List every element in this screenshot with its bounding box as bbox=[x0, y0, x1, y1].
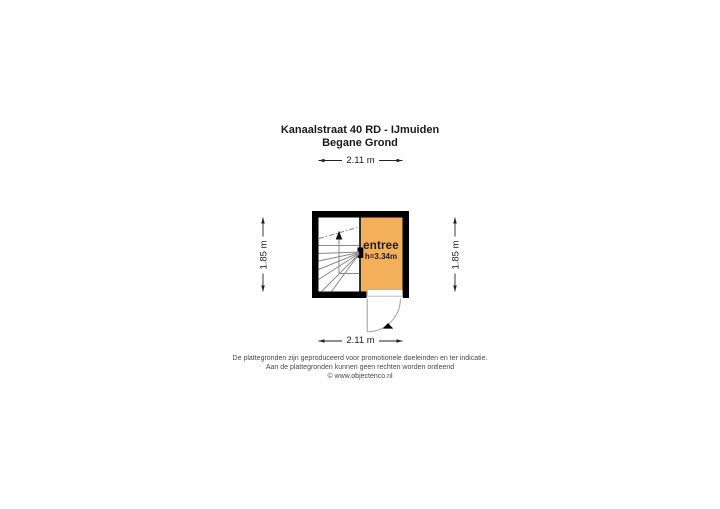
door-threshold bbox=[368, 290, 403, 297]
room-ceiling-height-label: h=3.34m bbox=[364, 251, 398, 261]
copyright-line: © www.objectenco.nl bbox=[327, 373, 393, 381]
dimension-label-width-top bbox=[312, 155, 409, 166]
room-label-entree: entree bbox=[363, 239, 399, 252]
dimension-value: 2.11 m bbox=[342, 335, 378, 346]
dimension-value: 1.85 m bbox=[451, 236, 462, 273]
dimension-value: 1.85 m bbox=[258, 236, 269, 273]
disclaimer-line: Aan de plattegronden kunnen geen rechten worden ontleend bbox=[265, 364, 455, 372]
dimension-label-width-bottom bbox=[312, 335, 409, 346]
entrance-arrow-icon bbox=[383, 323, 393, 329]
disclaimer-footer bbox=[0, 354, 720, 382]
dimension-label-height-right bbox=[451, 236, 462, 273]
door-swing-arc bbox=[367, 299, 400, 332]
disclaimer-line: De plattegronden zijn geproduceerd voor promotionele doeleinden en ter indicatie. bbox=[232, 355, 488, 362]
page-title: Kanaalstraat 40 RD - IJmuiden bbox=[280, 124, 440, 136]
page-subtitle: Begane Grond bbox=[322, 136, 398, 149]
dimension-value: 2.11 m bbox=[342, 155, 378, 166]
dimension-label-height-left bbox=[258, 236, 269, 273]
